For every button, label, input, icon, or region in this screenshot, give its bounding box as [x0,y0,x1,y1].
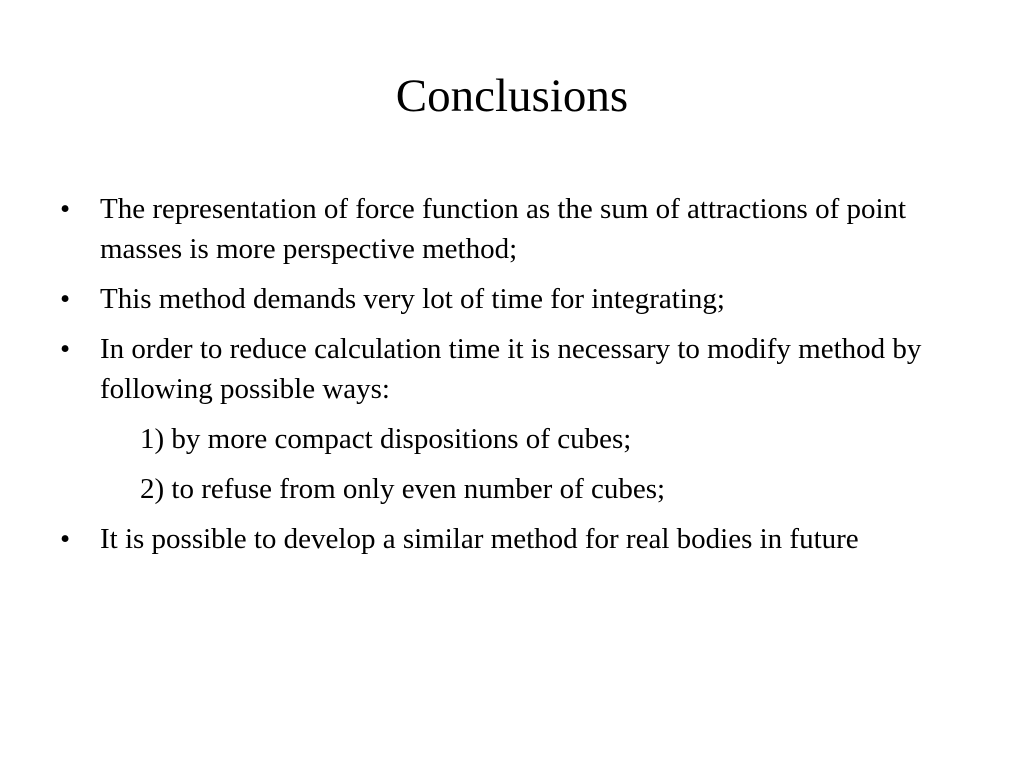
bullet-icon: • [60,193,71,225]
slide-title: Conclusions [395,70,629,122]
bullet-text: In order to reduce calculation time it is necessary to modify method by following possible ways: [100,333,922,405]
bullet-text: It is possible to develop a similar method for real bodies in future [100,523,859,555]
bullet-list [60,189,960,569]
bullet-icon: • [60,523,71,555]
sub-item-text: 1) by more compact dispositions of cubes; [140,423,632,455]
bullet-icon: • [60,333,71,365]
bullet-text: The representation of force function as the sum of attractions of point masses is more perspective method; [100,193,907,265]
bullet-item [60,189,960,269]
bullet-item [60,329,960,409]
bullet-text: This method demands very lot of time for integrating; [100,283,725,315]
sub-item [60,419,960,459]
bullet-item [60,519,960,559]
bullet-icon: • [60,283,71,315]
bullet-item [60,279,960,319]
sub-item-text: 2) to refuse from only even number of cubes; [140,473,666,505]
sub-item [60,469,960,509]
